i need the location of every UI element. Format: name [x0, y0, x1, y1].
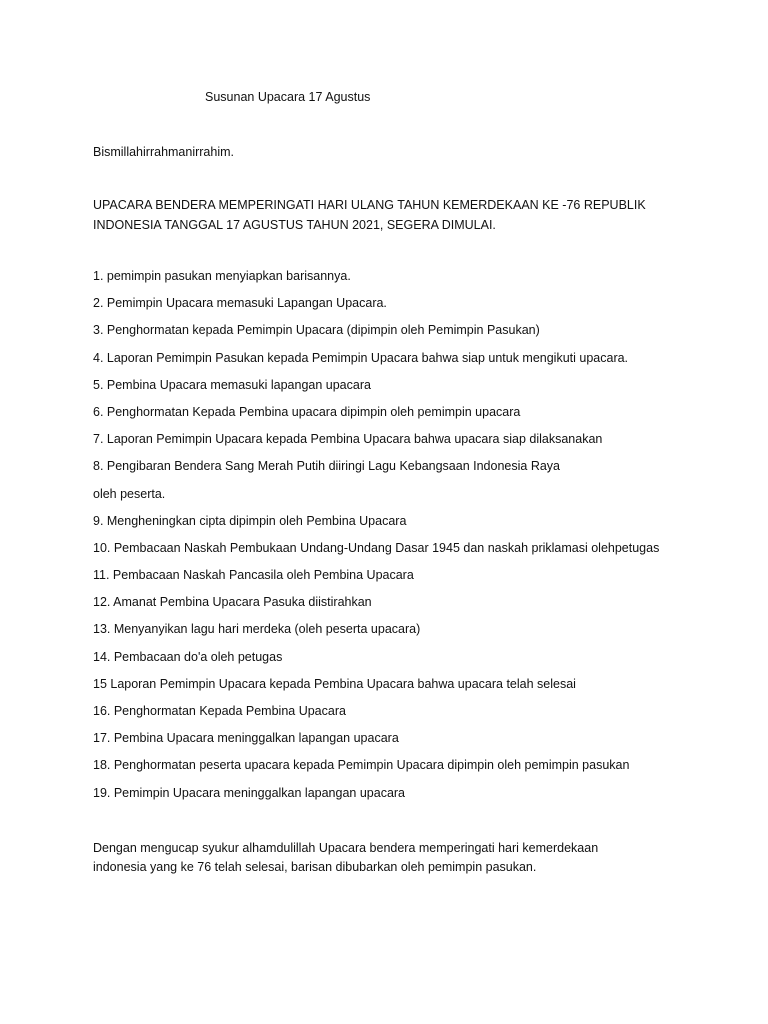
- intro-text-line-2: INDONESIA TANGGAL 17 AGUSTUS TAHUN 2021, SEGERA DIMULAI.: [93, 218, 496, 232]
- ceremony-step: 4. Laporan Pemimpin Pasukan kepada Pemimpin Upacara bahwa siap untuk mengikuti upacara.: [93, 350, 629, 365]
- ceremony-step: 2. Pemimpin Upacara memasuki Lapangan Upacara.: [93, 296, 387, 311]
- ceremony-step: 9. Mengheningkan cipta dipimpin oleh Pembina Upacara: [93, 513, 407, 528]
- ceremony-step: 6. Penghormatan Kepada Pembina upacara dipimpin oleh pemimpin upacara: [93, 404, 521, 419]
- ceremony-step: 13. Menyanyikan lagu hari merdeka (oleh peserta upacara): [93, 622, 421, 637]
- document-title: Susunan Upacara 17 Agustus: [205, 90, 371, 104]
- ceremony-step-continuation: oleh peserta.: [93, 486, 166, 501]
- ceremony-step: 1. pemimpin pasukan menyiapkan barisannya.: [93, 269, 351, 283]
- ceremony-step: 17. Pembina Upacara meninggalkan lapangan upacara: [93, 731, 399, 746]
- ceremony-step: 8. Pengibaran Bendera Sang Merah Putih diiringi Lagu Kebangsaan Indonesia Raya: [93, 459, 560, 474]
- ceremony-steps-list: [93, 268, 659, 812]
- ceremony-step: 12. Amanat Pembina Upacara Pasuka diistirahkan: [93, 595, 372, 610]
- ceremony-step: 11. Pembacaan Naskah Pancasila oleh Pembina Upacara: [93, 568, 414, 583]
- closing-text-line-1: Dengan mengucap syukur alhamdulillah Upacara bendera memperingati hari kemerdekaan: [93, 841, 599, 855]
- ceremony-step: 15 Laporan Pemimpin Upacara kepada Pembina Upacara bahwa upacara telah selesai: [93, 676, 576, 691]
- ceremony-step: 7. Laporan Pemimpin Upacara kepada Pembina Upacara bahwa upacara siap dilaksanakan: [93, 432, 603, 447]
- ceremony-step: 14. Pembacaan do'a oleh petugas: [93, 649, 283, 664]
- ceremony-step: 16. Penghormatan Kepada Pembina Upacara: [93, 704, 346, 718]
- ceremony-step: 3. Penghormatan kepada Pemimpin Upacara (dipimpin oleh Pemimpin Pasukan): [93, 323, 540, 338]
- opening-greeting: Bismillahirrahmanirrahim.: [93, 145, 235, 159]
- closing-text-line-2: indonesia yang ke 76 telah selesai, barisan dibubarkan oleh pemimpin pasukan.: [93, 860, 537, 874]
- ceremony-step: 18. Penghormatan peserta upacara kepada Pemimpin Upacara dipimpin oleh pemimpin pasukan: [93, 758, 630, 773]
- ceremony-step: 10. Pembacaan Naskah Pembukaan Undang-Undang Dasar 1945 dan naskah priklamasi olehpetugas: [93, 540, 660, 555]
- ceremony-step: 19. Pemimpin Upacara meninggalkan lapangan upacara: [93, 785, 406, 800]
- intro-text-line-1: UPACARA BENDERA MEMPERINGATI HARI ULANG TAHUN KEMERDEKAAN KE -76 REPUBLIK: [93, 198, 646, 212]
- ceremony-step: 5. Pembina Upacara memasuki lapangan upacara: [93, 377, 371, 392]
